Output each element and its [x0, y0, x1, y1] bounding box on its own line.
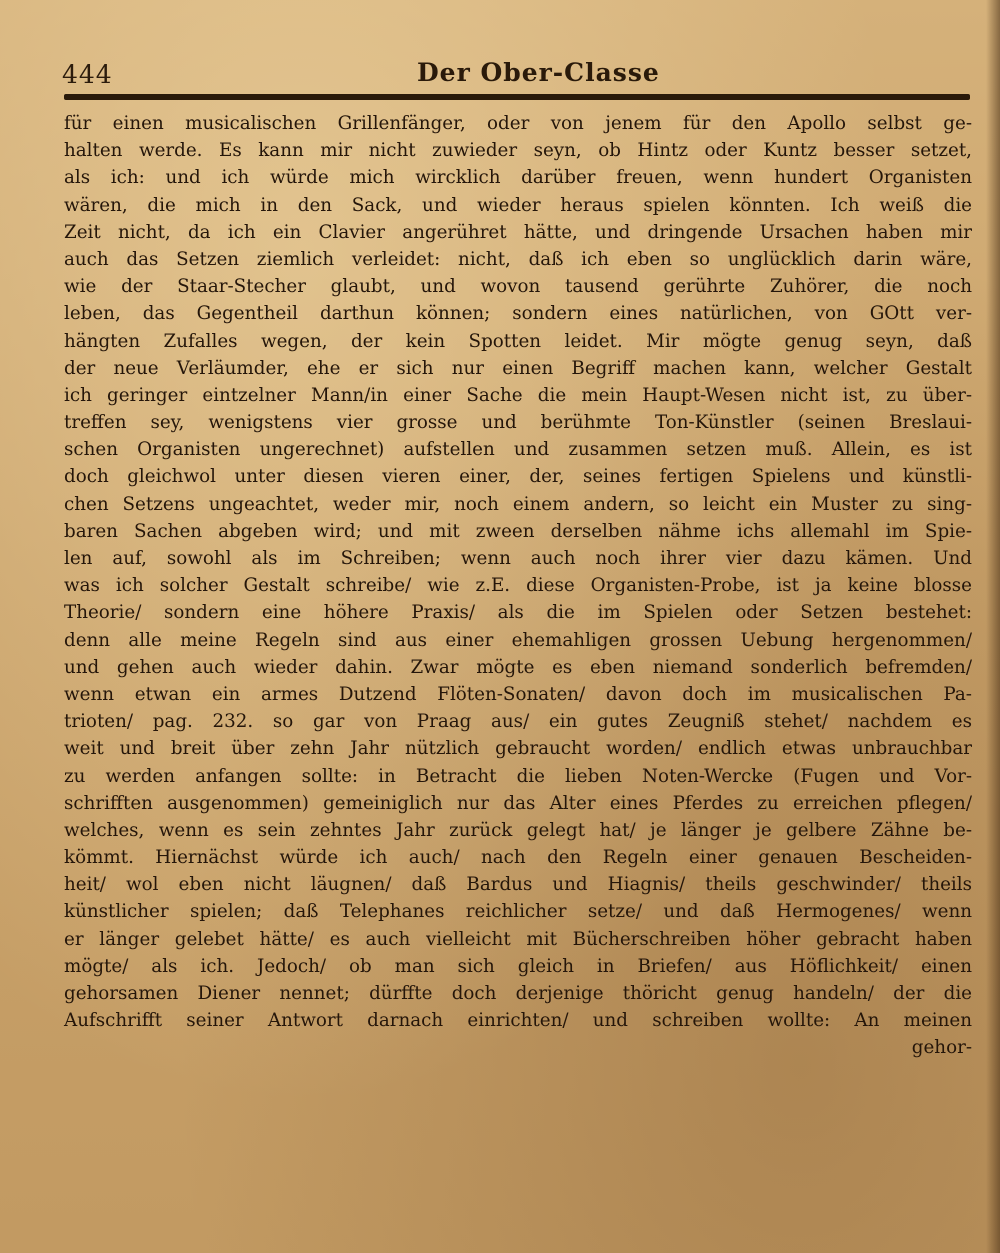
text-line: leben, das Gegentheil darthun können; sondern eines natürlichen, von GOtt ver- — [64, 303, 972, 325]
text-line: trioten/ pag. 232. so gar von Praag aus/ ein gutes Zeugniß stehet/ nachdem es — [64, 711, 972, 733]
page-edge-shadow — [986, 0, 1000, 1253]
text-line: ich geringer eintzelner Mann/in einer Sache die mein Haupt-Wesen nicht ist, zu über- — [64, 384, 972, 406]
text-line: schrifften ausgenommen) gemeiniglich nur das Alter eines Pferdes zu erreichen pflegen/ — [64, 792, 972, 814]
text-line: Theorie/ sondern eine höhere Praxis/ als die im Spielen oder Setzen bestehet: — [64, 602, 972, 624]
text-line: der neue Verläumder, ehe er sich nur einen Begriff machen kann, welcher Gestalt — [64, 357, 972, 379]
text-line: hängten Zufalles wegen, der kein Spotten leidet. Mir mögte genug seyn, daß — [64, 330, 972, 352]
text-line: heit/ wol eben nicht läugnen/ daß Bardus und Hiagnis/ theils geschwinder/ theils — [64, 874, 972, 896]
text-line: wären, die mich in den Sack, und wieder heraus spielen könnten. Ich weiß die — [64, 194, 972, 216]
body-text — [64, 110, 972, 1062]
text-line: er länger gelebet hätte/ es auch vielleicht mit Bücherschreiben höher gebracht haben — [64, 928, 972, 950]
text-line: wenn etwan ein armes Dutzend Flöten-Sonaten/ davon doch im musicalischen Pa- — [64, 683, 972, 705]
page-header — [62, 54, 970, 94]
text-line: kömmt. Hiernächst würde ich auch/ nach den Regeln einer genauen Bescheiden- — [64, 847, 972, 869]
text-line: halten werde. Es kann mir nicht zuwieder seyn, ob Hintz oder Kuntz besser setzet, — [64, 140, 972, 162]
text-line: als ich: und ich würde mich wircklich darüber freuen, wenn hundert Organisten — [64, 167, 972, 189]
text-line: baren Sachen abgeben wird; und mit zween derselben nähme ichs allemahl im Spie- — [64, 520, 972, 542]
text-line: welches, wenn es sein zehntes Jahr zurück gelegt hat/ je länger je gelbere Zähne be- — [64, 819, 972, 841]
text-line: weit und breit über zehn Jahr nützlich gebraucht worden/ endlich etwas unbrauchbar — [64, 738, 972, 760]
text-line: künstlicher spielen; daß Telephanes reichlicher setze/ und daß Hermogenes/ wenn — [64, 901, 972, 923]
text-line: treffen sey, wenigstens vier grosse und berühmte Ton-Künstler (seinen Breslaui- — [64, 412, 972, 434]
text-line: zu werden anfangen sollte: in Betracht die lieben Noten-Wercke (Fugen und Vor- — [64, 765, 972, 787]
text-line: was ich solcher Gestalt schreibe/ wie z.E. diese Organisten-Probe, ist ja keine blosse — [64, 575, 972, 597]
text-line: auch das Setzen ziemlich verleidet: nicht, daß ich eben so unglücklich darin wäre, — [64, 248, 972, 270]
text-line: wie der Staar-Stecher glaubt, und wovon tausend gerührte Zuhörer, die noch — [64, 276, 972, 298]
text-line: schen Organisten ungerechnet) aufstellen und zusammen setzen muß. Allein, es ist — [64, 439, 972, 461]
text-line: für einen musicalischen Grillenfänger, oder von jenem für den Apollo selbst ge- — [64, 113, 972, 134]
catchword: gehor- — [911, 1037, 972, 1059]
text-line: und gehen auch wieder dahin. Zwar mögte es eben niemand sonderlich befremden/ — [64, 656, 972, 678]
text-line: len auf, sowohl als im Schreiben; wenn auch noch ihrer vier dazu kämen. Und — [64, 548, 972, 569]
text-line: gehorsamen Diener nennet; dürffte doch derjenige thöricht genug handeln/ der die — [64, 983, 972, 1004]
text-line: mögte/ als ich. Jedoch/ ob man sich gleich in Briefen/ aus Höflichkeit/ einen — [64, 955, 972, 977]
text-line: Aufschrifft seiner Antwort darnach einrichten/ und schreiben wollte: An meinen — [64, 1010, 972, 1032]
text-line: denn alle meine Regeln sind aus einer ehemahligen grossen Uebung hergenommen/ — [64, 629, 972, 651]
text-line: chen Setzens ungeachtet, weder mir, noch einem andern, so leicht ein Muster zu sing- — [64, 493, 972, 515]
text-line: doch gleichwol unter diesen vieren einer, der, seines fertigen Spielens und künstli- — [64, 466, 972, 488]
page-number: 444 — [62, 60, 113, 89]
header-rule — [64, 94, 970, 100]
running-head: Der Ober-Classe — [417, 58, 660, 87]
text-line: Zeit nicht, da ich ein Clavier angerühret hätte, und dringende Ursachen haben mir — [64, 221, 972, 243]
